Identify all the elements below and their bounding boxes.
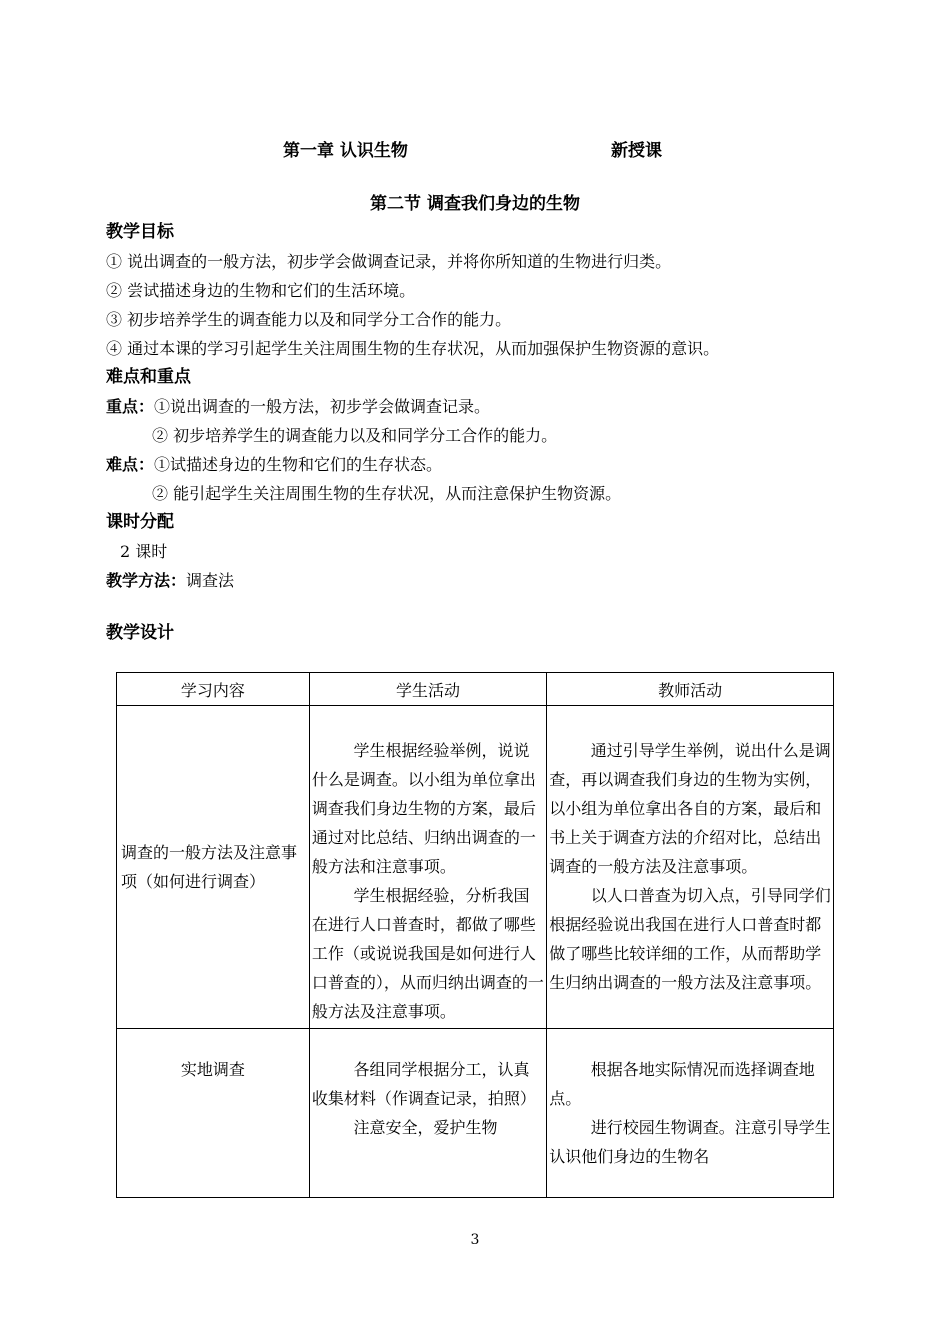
- objective-item: ③ 初步培养学生的调查能力以及和同学分工合作的能力。: [106, 310, 512, 329]
- objective-item: ② 尝试描述身边的生物和它们的生活环境。: [106, 281, 416, 300]
- method-value: 调查法: [186, 571, 235, 590]
- content-cell: 实地调查: [117, 1029, 310, 1198]
- difficulty-label: 难点：: [106, 455, 155, 474]
- page-number: 3: [470, 1232, 480, 1248]
- objective-item: ① 说出调查的一般方法，初步学会做调查记录，并将你所知道的生物进行归类。: [106, 252, 672, 271]
- column-header: 教师活动: [547, 673, 834, 706]
- chapter-title: 第一章 认识生物: [283, 141, 408, 161]
- difficulty-item: ①试描述身边的生物和它们的生存状态。: [154, 455, 443, 474]
- teacher-paragraph: 进行校园生物调查。注意引导学生认识他们身边的生物名: [549, 1118, 831, 1166]
- focus-label: 重点：: [106, 397, 155, 416]
- design-heading: 教学设计: [106, 623, 174, 643]
- teacher-cell: [547, 706, 834, 1029]
- method-line: [106, 566, 866, 595]
- title-line: [0, 136, 950, 162]
- focus-line: [106, 392, 866, 421]
- teacher-paragraph: 通过引导学生举例，说出什么是调查，再以调查我们身边的生物为实例，以小组为单位拿出各自的方案，最后和书上关于调查方法的介绍对比，总结出调查的一般方法及注意事项。: [549, 741, 831, 876]
- lesson-type: 新授课: [611, 141, 662, 161]
- student-paragraph: 学生根据经验，分析我国在进行人口普查时，都做了哪些工作（或说说我国是如何进行人口普查的），从而归纳出调查的一般方法及注意事项。: [311, 886, 544, 1021]
- objective-item: ④ 通过本课的学习引起学生关注周围生物的生存状况，从而加强保护生物资源的意识。: [106, 339, 720, 358]
- table-row: [117, 706, 834, 1029]
- column-header: 学生活动: [309, 673, 546, 706]
- objectives-heading: 教学目标: [106, 222, 174, 242]
- table-header-row: [117, 673, 834, 706]
- column-header: 学习内容: [117, 673, 310, 706]
- lesson-body: [106, 218, 866, 648]
- teacher-cell: [547, 1029, 834, 1198]
- student-cell: [309, 706, 546, 1029]
- focus-item: ② 初步培养学生的调查能力以及和同学分工合作的能力。: [152, 426, 558, 445]
- schedule-value: 2 课时: [120, 542, 168, 561]
- difficulty-item: ② 能引起学生关注周围生物的生存状况，从而注意保护生物资源。: [152, 484, 622, 503]
- student-paragraph: 注意安全，爱护生物: [353, 1118, 498, 1137]
- teacher-paragraph: 根据各地实际情况而选择调查地点。: [549, 1060, 815, 1108]
- design-table: [116, 672, 834, 1198]
- key-points-heading: 难点和重点: [106, 367, 191, 387]
- student-paragraph: 学生根据经验举例，说说什么是调查。以小组为单位拿出调查我们身边生物的方案，最后通过对比总结、归纳出调查的一般方法和注意事项。: [311, 741, 536, 876]
- schedule-heading: 课时分配: [106, 512, 174, 532]
- section-title: 第二节 调查我们身边的生物: [370, 194, 580, 214]
- focus-item: ①说出调查的一般方法，初步学会做调查记录。: [154, 397, 491, 416]
- table-row: [117, 1029, 834, 1198]
- student-cell: [309, 1029, 546, 1198]
- method-label: 教学方法：: [106, 571, 187, 590]
- teacher-paragraph: 以人口普查为切入点，引导同学们根据经验说出我国在进行人口普查时都做了哪些比较详细的工作，从而帮助学生归纳出调查的一般方法及注意事项。: [549, 886, 831, 992]
- difficulty-line: [106, 450, 866, 479]
- content-cell: 调查的一般方法及注意事项（如何进行调查）: [117, 706, 310, 1029]
- student-paragraph: 各组同学根据分工，认真收集材料（作调查记录，拍照）: [311, 1060, 536, 1108]
